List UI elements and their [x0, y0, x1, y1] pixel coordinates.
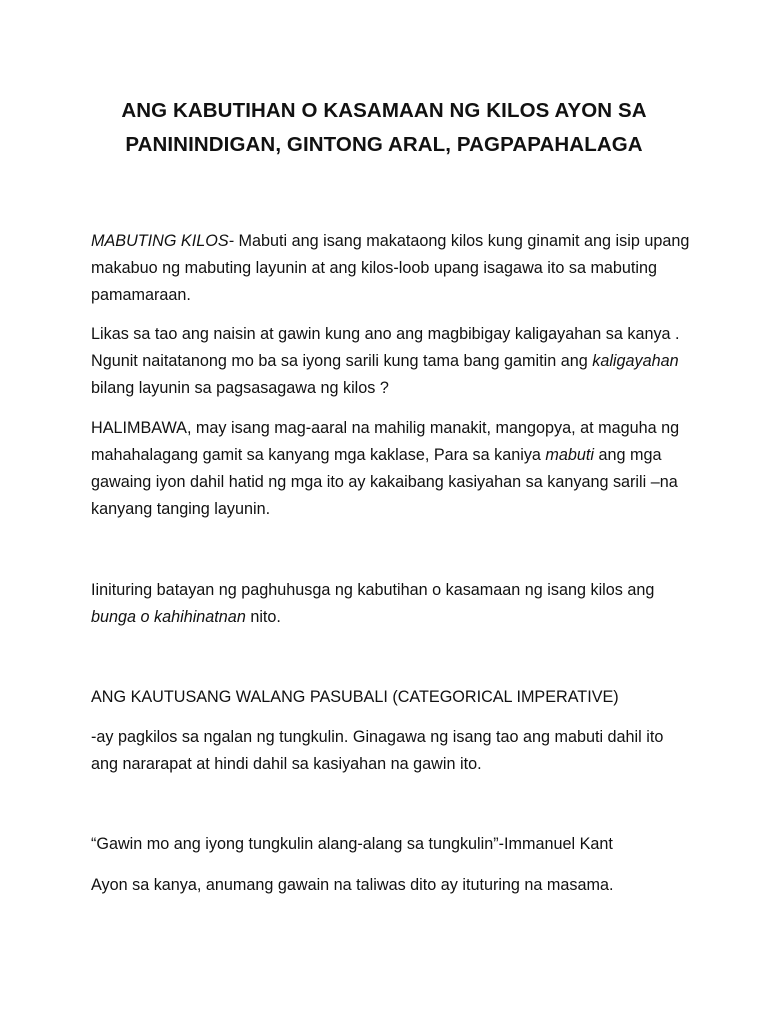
paragraph-text: HALIMBAWA, may isang mag-aaral na mahilig manakit, mangopya, at maguha ng mahahalagang gamit sa kanyang mga kaklase, Para sa kaniya	[91, 419, 680, 464]
paragraph-text: Iinituring batayan ng paghuhusga ng kabutihan o kasamaan ng isang kilos ang	[91, 581, 655, 599]
paragraph-text: nito.	[245, 608, 281, 626]
title-line-1: ANG KABUTIHAN O KASAMAAN NG KILOS AYON SA	[121, 99, 647, 122]
paragraph-text: ang mga gawaing iyon dahil hatid ng mga ito ay kakaibang kasiyahan sa kanyang sarili –na kanyang tanging layunin.	[91, 446, 678, 518]
paragraph-tungkulin: -ay pagkilos sa ngalan ng tungkulin. Ginagawa ng isang tao ang mabuti dahil ito ang nararapat at hindi dahil sa kasiyahan na gawin ito.	[91, 728, 664, 773]
document-title	[80, 94, 688, 162]
term-mabuting-kilos: MABUTING KILOS-	[91, 232, 235, 250]
paragraph-likas	[91, 321, 691, 402]
paragraph-ayon-sa-kanya: Ayon sa kanya, anumang gawain na taliwas dito ay ituturing na masama.	[91, 876, 614, 894]
paragraph-halimbawa	[91, 415, 691, 523]
paragraph-text: Likas sa tao ang naisin at gawin kung ano ang magbibigay kaligayahan sa kanya . Ngunit naitatanong mo ba sa iyong sarili kung tama bang gamitin ang	[91, 325, 680, 370]
paragraph-mabuting-kilos	[91, 228, 691, 309]
paragraph-text: Mabuti ang isang makataong kilos kung ginamit ang isip upang makabuo ng mabuting layunin at ang kilos-loob upang isagawa ito sa mabuting pamamaraan.	[91, 232, 690, 304]
italic-term: kaligayahan	[592, 352, 679, 370]
quote-kant: “Gawin mo ang iyong tungkulin alang-alang sa tungkulin”-Immanuel Kant	[91, 835, 613, 853]
italic-term: mabuti	[545, 446, 595, 464]
italic-term: bunga o kahihinatnan	[91, 608, 246, 626]
paragraph-batayan	[91, 577, 691, 631]
section-heading-categorical-imperative: ANG KAUTUSANG WALANG PASUBALI (CATEGORICAL IMPERATIVE)	[91, 688, 619, 706]
paragraph-text: bilang layunin sa pagsasagawa ng kilos ?	[91, 379, 389, 397]
title-line-2: PANININDIGAN, GINTONG ARAL, PAGPAPAHALAGA	[125, 133, 643, 156]
